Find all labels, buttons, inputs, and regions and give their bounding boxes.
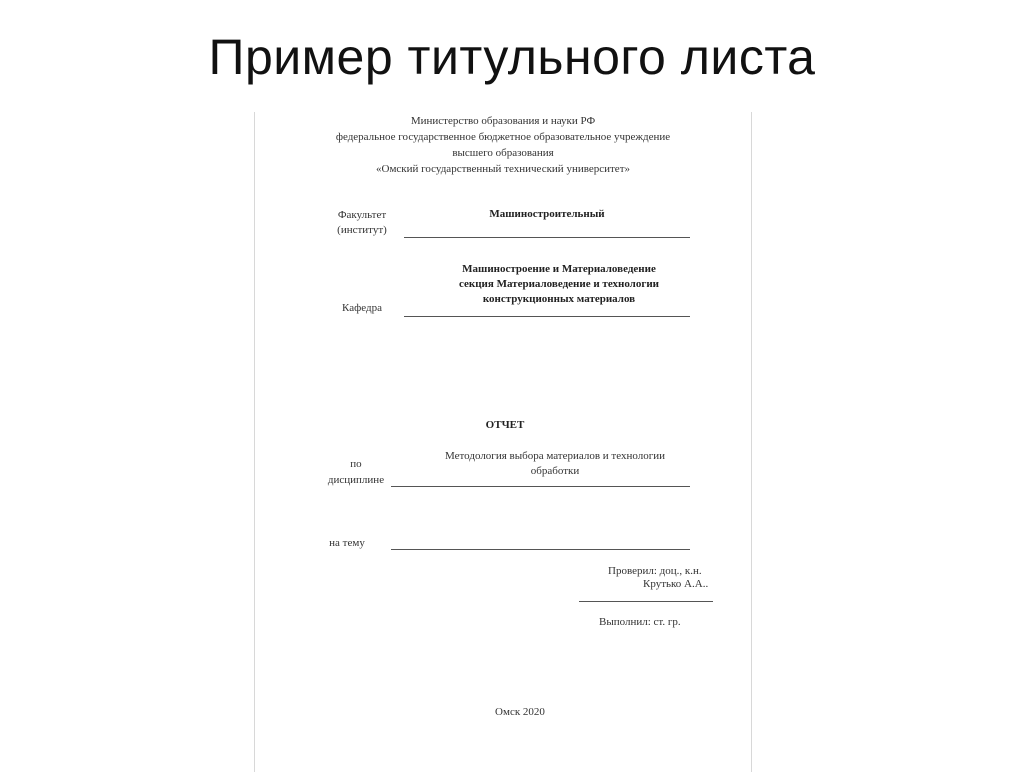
discipline-label-line1: по	[350, 458, 362, 470]
discipline-value-line1: Методология выбора материалов и технологии	[445, 450, 665, 462]
department-value-line2: секция Материаловедение и технологии	[458, 278, 660, 290]
discipline-underline	[391, 486, 690, 487]
institution-type-line: федеральное государственное бюджетное образовательное учреждение	[335, 131, 671, 143]
department-value-line1: Машиностроение и Материаловедение	[462, 263, 656, 275]
faculty-value: Машиностроительный	[489, 208, 605, 220]
education-level-line: высшего образования	[452, 147, 554, 159]
checked-by-label: Проверил: доц., к.н.	[608, 565, 702, 577]
ministry-line: Министерство образования и науки РФ	[410, 115, 596, 127]
slide-title: Пример титульного листа	[208, 29, 816, 85]
discipline-label-line2: дисциплине	[327, 474, 385, 486]
institute-label: (институт)	[337, 224, 387, 236]
report-title: ОТЧЕТ	[485, 419, 525, 431]
topic-underline	[391, 549, 690, 550]
faculty-underline	[404, 237, 690, 238]
university-name-line: «Омский государственный технический университет»	[376, 163, 630, 175]
signature-line	[579, 601, 713, 602]
faculty-label: Факультет	[337, 209, 387, 221]
checked-by-name: Крутько А.А..	[643, 578, 709, 590]
done-by-label: Выполнил: ст. гр.	[599, 616, 681, 628]
discipline-value-line2: обработки	[530, 465, 580, 477]
title-page-document	[254, 112, 752, 772]
department-underline	[404, 316, 690, 317]
topic-label: на тему	[329, 537, 365, 549]
department-value-line3: конструкционных материалов	[482, 293, 636, 305]
city-year-footer: Омск 2020	[495, 706, 545, 718]
department-label: Кафедра	[342, 302, 382, 314]
